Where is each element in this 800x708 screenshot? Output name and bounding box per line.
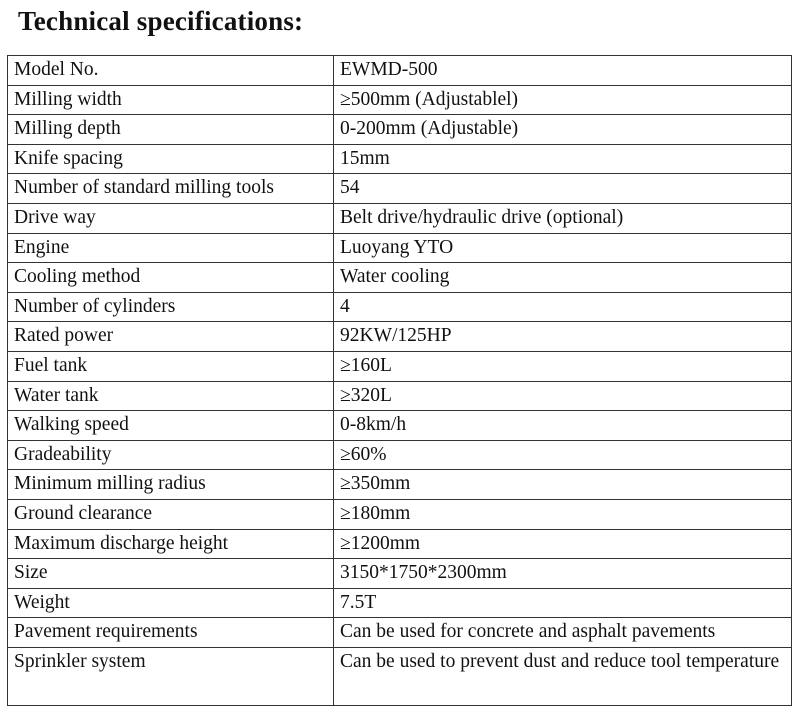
spec-label: Water tank (8, 381, 334, 411)
spec-value: 4 (334, 292, 792, 322)
page-title: Technical specifications: (18, 6, 304, 36)
spec-value: 0-8km/h (334, 411, 792, 441)
spec-value: 92KW/125HP (334, 322, 792, 352)
spec-value: 3150*1750*2300mm (334, 559, 792, 589)
table-row (8, 440, 792, 470)
table-row (8, 647, 792, 705)
table-row (8, 174, 792, 204)
spec-value: Luoyang YTO (334, 233, 792, 263)
table-row (8, 322, 792, 352)
spec-value: 15mm (334, 144, 792, 174)
spec-value: Can be used to prevent dust and reduce tool temperature (334, 647, 792, 705)
spec-label: Milling width (8, 85, 334, 115)
spec-value: ≥160L (334, 351, 792, 381)
table-row (8, 203, 792, 233)
spec-value: ≥180mm (334, 499, 792, 529)
spec-table (7, 55, 792, 706)
table-row (8, 411, 792, 441)
table-row (8, 351, 792, 381)
table-row (8, 292, 792, 322)
table-row (8, 470, 792, 500)
spec-label: Ground clearance (8, 499, 334, 529)
spec-value: 0-200mm (Adjustable) (334, 115, 792, 145)
spec-label: Knife spacing (8, 144, 334, 174)
table-row (8, 588, 792, 618)
spec-value: ≥350mm (334, 470, 792, 500)
spec-value: Water cooling (334, 263, 792, 293)
table-row (8, 263, 792, 293)
spec-value: 7.5T (334, 588, 792, 618)
spec-label: Maximum discharge height (8, 529, 334, 559)
spec-value: ≥500mm (Adjustablel) (334, 85, 792, 115)
table-row (8, 559, 792, 589)
table-row (8, 144, 792, 174)
spec-value: 54 (334, 174, 792, 204)
spec-label: Gradeability (8, 440, 334, 470)
table-row (8, 618, 792, 648)
spec-label: Model No. (8, 56, 334, 86)
table-row (8, 381, 792, 411)
spec-label: Engine (8, 233, 334, 263)
spec-value: Belt drive/hydraulic drive (optional) (334, 203, 792, 233)
table-row (8, 233, 792, 263)
table-row (8, 85, 792, 115)
spec-label: Weight (8, 588, 334, 618)
spec-value: ≥1200mm (334, 529, 792, 559)
spec-label: Walking speed (8, 411, 334, 441)
spec-label: Rated power (8, 322, 334, 352)
spec-label: Pavement requirements (8, 618, 334, 648)
table-row (8, 56, 792, 86)
spec-value: Can be used for concrete and asphalt pavements (334, 618, 792, 648)
spec-label: Drive way (8, 203, 334, 233)
spec-label: Number of cylinders (8, 292, 334, 322)
spec-value: ≥60% (334, 440, 792, 470)
spec-value: ≥320L (334, 381, 792, 411)
table-row (8, 529, 792, 559)
table-row (8, 115, 792, 145)
spec-label: Fuel tank (8, 351, 334, 381)
spec-label: Minimum milling radius (8, 470, 334, 500)
spec-label: Cooling method (8, 263, 334, 293)
spec-label: Size (8, 559, 334, 589)
table-row (8, 499, 792, 529)
spec-label: Number of standard milling tools (8, 174, 334, 204)
spec-label: Sprinkler system (8, 647, 334, 705)
spec-label: Milling depth (8, 115, 334, 145)
spec-value: EWMD-500 (334, 56, 792, 86)
